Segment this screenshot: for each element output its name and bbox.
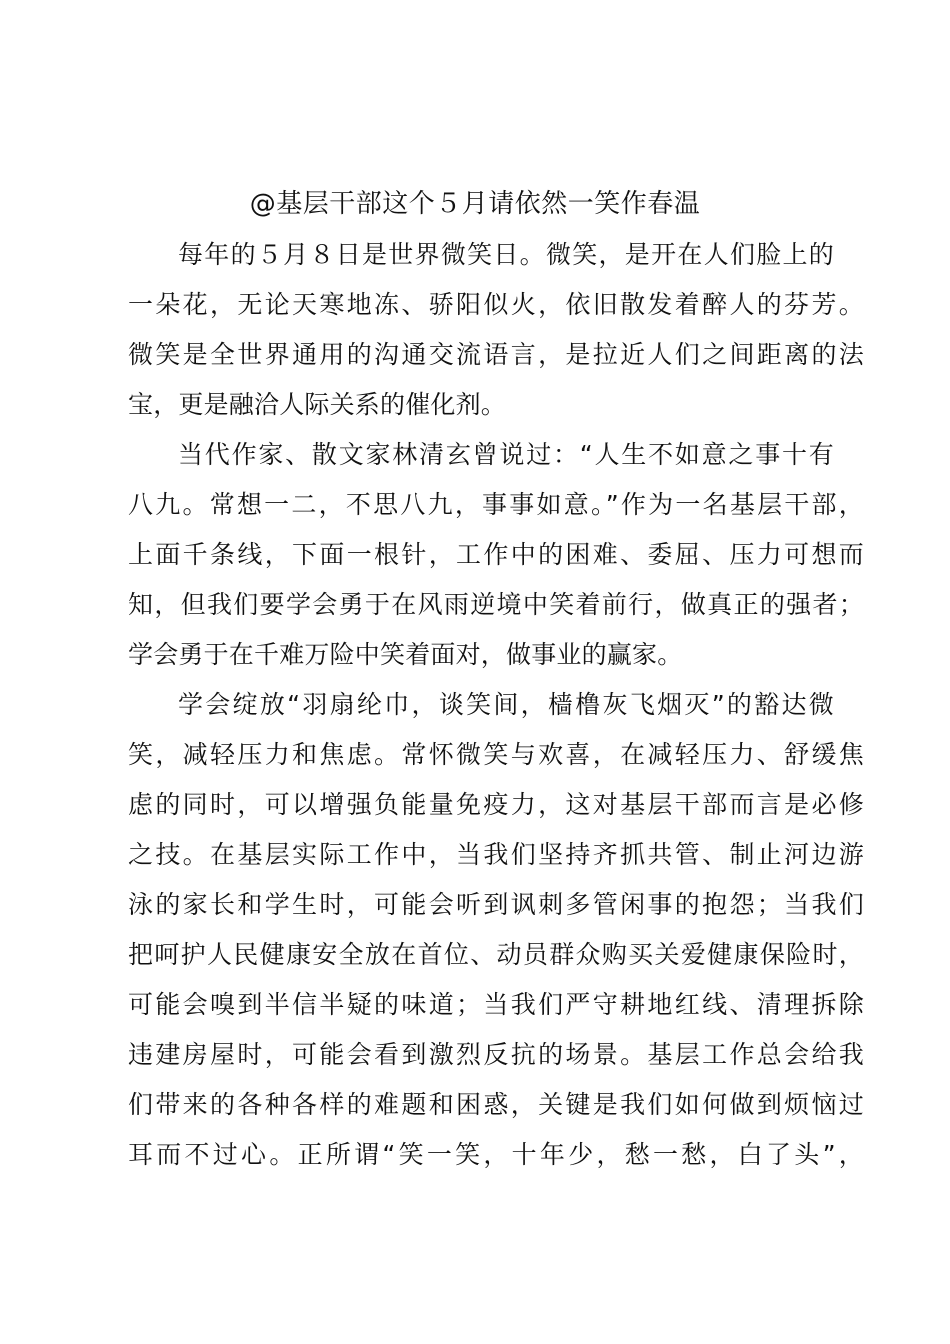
paragraph-2-line-3: 上面千条线，下面一根针，工作中的困难、委屈、压力可想而 [128, 540, 864, 569]
paragraph-1-line-3: 微笑是全世界通用的沟通交流语言，是拉近人们之间距离的法 [128, 340, 864, 369]
paragraph-1-line-1: 每年的５月８日是世界微笑日。微笑，是开在人们脸上的 [178, 240, 834, 269]
document-title: @基层干部这个５月请依然一笑作春温 [249, 189, 701, 219]
paragraph-3-line-3: 虑的同时，可以增强负能量免疫力，这对基层干部而言是必修 [128, 790, 864, 819]
paragraph-1-line-4: 宝，更是融洽人际关系的催化剂。 [128, 390, 507, 419]
paragraph-2-line-4: 知，但我们要学会勇于在风雨逆境中笑着前行，做真正的强者； [128, 590, 864, 619]
paragraph-3-line-2: 笑，减轻压力和焦虑。常怀微笑与欢喜，在减轻压力、舒缓焦 [128, 740, 864, 769]
paragraph-3-line-1: 学会绽放“羽扇纶巾，谈笑间，樯橹灰飞烟灭”的豁达微 [178, 690, 834, 719]
paragraph-2-line-2: 八九。常想一二，不思八九，事事如意。”作为一名基层干部， [128, 490, 864, 519]
paragraph-2-line-5: 学会勇于在千难万险中笑着面对，做事业的赢家。 [128, 640, 683, 669]
paragraph-2-line-1: 当代作家、散文家林清玄曾说过：“人生不如意之事十有 [178, 440, 834, 469]
paragraph-3-line-10: 耳而不过心。正所谓“笑一笑，十年少，愁一愁，白了头”， [128, 1140, 864, 1169]
paragraph-3-line-5: 泳的家长和学生时，可能会听到讽刺多管闲事的抱怨；当我们 [128, 890, 864, 919]
paragraph-3-line-9: 们带来的各种各样的难题和困惑，关键是我们如何做到烦恼过 [128, 1090, 864, 1119]
paragraph-3-line-8: 违建房屋时，可能会看到激烈反抗的场景。基层工作总会给我 [128, 1040, 864, 1069]
paragraph-3-line-6: 把呵护人民健康安全放在首位、动员群众购买关爱健康保险时， [128, 940, 864, 969]
paragraph-1-line-2: 一朵花，无论天寒地冻、骄阳似火，依旧散发着醉人的芬芳。 [128, 290, 864, 319]
paragraph-3-line-7: 可能会嗅到半信半疑的味道；当我们严守耕地红线、清理拆除 [128, 990, 864, 1019]
paragraph-3-line-4: 之技。在基层实际工作中，当我们坚持齐抓共管、制止河边游 [128, 840, 864, 869]
